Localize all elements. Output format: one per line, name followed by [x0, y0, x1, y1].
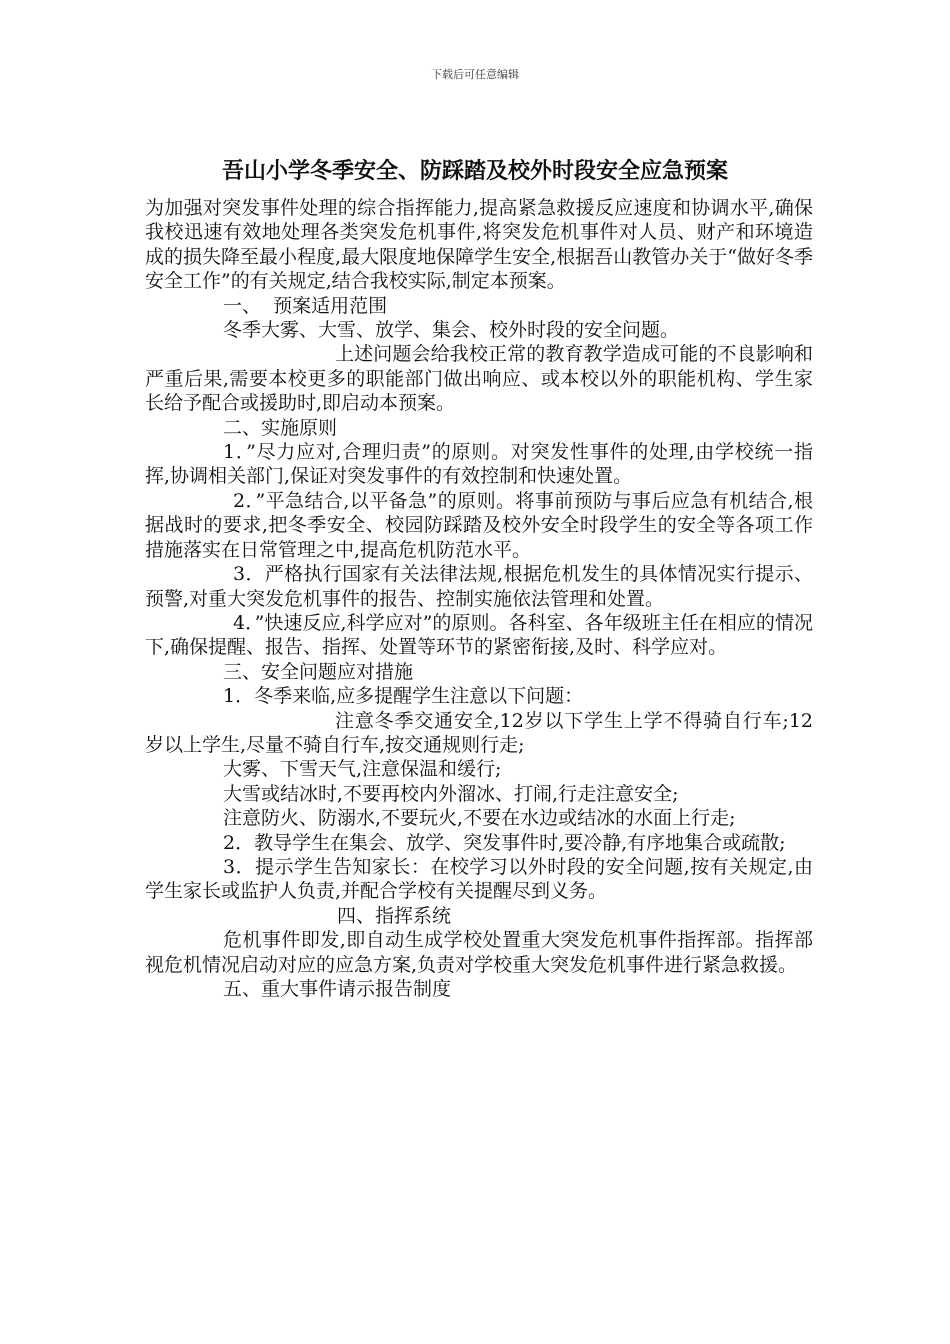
scope-item: 冬季大雾、大雪、放学、集会、校外时段的安全问题。: [223, 319, 680, 342]
intro-paragraph: 为加强对突发事件处理的综合指挥能力,提高紧急救援反应速度和协调水平,确保我校迅速有效地处理各类突发危机事件,将突发危机事件对人员、财产和环境造成的损失降至最小程度,最大限度地保障学生安全,根据吾山教管办关于“做好冬季安全工作”的有关规定,结合我校实际,制定本预案。: [145, 197, 813, 293]
section-heading-command: 四、指挥系统: [337, 904, 452, 927]
section-heading-principles: 二、实施原则: [223, 416, 338, 439]
principle-3: 3．严格执行国家有关法律法规,根据危机发生的具体情况实行提示、预警,对重大突发危机事件的报告、控制实施依法管理和处置。: [145, 563, 813, 610]
principle-2: 2．”平急结合,以平备急”的原则。将事前预防与事后应急有机结合,根据战时的要求,把冬季安全、校园防踩踏及校外安全时段学生的安全等各项工作措施落实在日常管理之中,提高危机防范水平。: [145, 489, 813, 561]
command-description: 危机事件即发,即自动生成学校处置重大突发危机事件指挥部。指挥部视危机情况启动对应的应急方案,负责对学校重大突发危机事件进行紧急救援。: [145, 929, 813, 976]
measure-1: 1．冬季来临,应多提醒学生注意以下问题：: [223, 685, 584, 708]
measure-2: 2．教导学生在集会、放学、突发事件时,要冷静,有序地集合或疏散;: [223, 831, 786, 854]
section-heading-reporting: 五、重大事件请示报告制度: [223, 978, 452, 1000]
principle-1: 1．”尽力应对,合理归责”的原则。对突发性事件的处理,由学校统一指挥,协调相关部门,保证对突发事件的有效控制和快速处置。: [145, 441, 813, 488]
scope-description: 上述问题会给我校正常的教育教学造成可能的不良影响和严重后果,需要本校更多的职能部门做出响应、或本校以外的职能机构、学生家长给予配合或援助时,即启动本预案。: [145, 343, 813, 415]
measure-3: 3．提示学生告知家长：在校学习以外时段的安全问题,按有关规定,由学生家长或监护人负责,并配合学校有关提醒尽到义务。: [145, 855, 813, 903]
section-heading-measures: 三、安全问题应对措施: [223, 660, 414, 683]
document-body: [145, 196, 813, 1001]
measure-1-fog: 大雾、下雪天气,注意保温和缓行;: [223, 758, 502, 781]
measure-1-ice: 大雪或结冰时,不要再校内外溜冰、打闹,行走注意安全;: [223, 782, 679, 805]
section-heading-scope: 一、 预案适用范围: [223, 294, 388, 317]
measure-1-fire: 注意防火、防溺水,不要玩火,不要在水边或结冰的水面上行走;: [223, 807, 736, 830]
measure-1-traffic: 注意冬季交通安全,12岁以下学生上学不得骑自行车;12岁以上学生,尽量不骑自行车,按交通规则行走;: [145, 709, 813, 756]
page-header-note: 下载后可任意编辑: [431, 68, 519, 81]
principle-4: 4．”快速反应,科学应对”的原则。各科室、各年级班主任在相应的情况下,确保提醒、报告、指挥、处置等环节的紧密衔接,及时、科学应对。: [145, 611, 813, 659]
document-title: 吾山小学冬季安全、防踩踏及校外时段安全应急预案: [221, 158, 728, 184]
